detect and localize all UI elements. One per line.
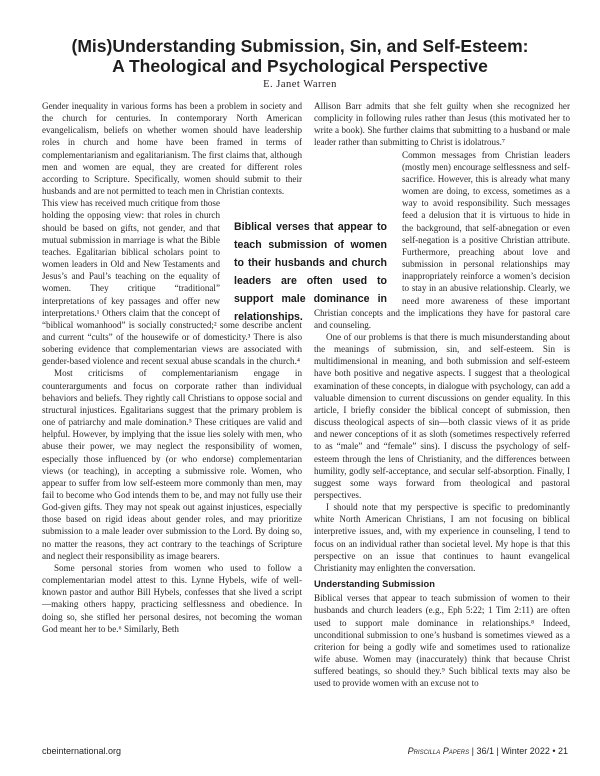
right-column [314, 100, 570, 690]
paragraph: I should note that my perspective is specific to predominantly white North American Christians, I am not focusing on biblical interpretive issues, and, with my experience in counseling, I tend to focus on an individual rather than societal level. My hope is that this perspective on an issue that continues to haunt evangelical Christianity may enlighten the conversation. [314, 502, 570, 573]
article-title-line-1: (Mis)Understanding Submission, Sin, and Self-Esteem: [71, 36, 529, 56]
paragraph: Some personal stories from women who used to follow a complementarian model attest to this. Lynne Hybels, wife of well-known pastor and author Bill Hybels, confesses that she lived a script—making others happy, practicing selflessness and obedience. In doing so, she stifled her personal desires, not becoming the woman God meant her to be.⁶ Similarly, Beth [42, 562, 302, 634]
paragraph: Common messages from Christian leaders (mostly men) encourage selflessness and self-sacrifice. However, this is already what many women are doing, to excess, sometimes as a way to avoid responsibility. Such messages feed a delusion that it is virtuous to hide in the background, that self-abnegation or even self-negation is a positive Christian attribute. Furthermore, preaching about love and submission in personal relationships may inappropriately reinforce a women’s decision to stay in an abusive relationship. Clearly, we need more awareness of these important Christian concepts and the implications they have for pastoral care and counseling. [314, 149, 570, 330]
article-author: E. Janet Warren [263, 79, 337, 90]
paragraph: Allison Barr admits that she felt guilty when she recognized her complicity in following rules rather than Jesus (this motivated her to write a book). She further claims that submitting to a husband or male leader rather than submitting to Christ is idolatrous.⁷ [314, 101, 570, 148]
paragraph: Biblical verses that appear to teach submission of women to their husbands and church leaders (e.g., Eph 5:22; 1 Tim 2:11) are often used to support male dominance in relationships.⁸ Indeed, unconditional submission to one’s husband is sometimes viewed as a criterion for being a godly wife and sometimes used to rationalize wife abuse. Women may (inaccurately) think that because Christ suffered beatings, so should they.⁹ Such biblical texts may also be used to provide women with an excuse not to [314, 593, 570, 689]
left-column [42, 100, 302, 635]
pull-quote: Biblical verses that appear to teach submission of women to their husbands and church leaders are often used to support male dominance in relationships. [234, 221, 387, 323]
paragraph: Gender inequality in various forms has been a problem in society and the church for centuries. In contemporary North American evangelicalism, beliefs on whether women should have leadership roles in church and home have been framed in terms of complementarianism and egalitarianism. The first claims that, although men and women are equal, they are created for different roles according to Scripture. Specifically, women should submit to their husbands and are not permitted to teach men in Christian contexts. [42, 101, 302, 197]
paragraph: One of our problems is that there is much misunderstanding about the meanings of submission, sin, and self-esteem. Sin is multidimensional in meaning, and both submission and self-esteem have both positive and negative aspects. I suggest that a theological examination of these concepts, in dialogue with psychology, can add a valuable dimension to current discussions on gender equality. In this article, I briefly consider the biblical concept of submission, then discuss theological aspects of sin—both classic views of it as pride and newer conceptions of it as sloth (sometimes respectively referred to as “male” and “female” sins). I discuss the psychology of self-esteem through the lens of Christianity, and the differences between humility, godly self-acceptance, and secular self-absorption. Finally, I suggest some ways forward from theological and pastoral perspectives. [314, 331, 570, 500]
paragraph: This view has received much critique from those holding the opposing view: that roles in church should be based on gifts, not gender, and that mutual submission in marriage is what the Bible teaches. Egalitarian biblical scholars point to women leaders in Old and New Testaments and Jesus’s and Paul’s teaching on the equality of women. They critique “traditional” interpretations of key passages and offer new interpretations.¹ Others claim that the concept of “biblical womanhood” is socially constructed;² some describe ancient and current “cults” of the housewife or of domesticity.³ There is also sobering evidence that complementarian views are associated with gender-based violence and recent sexual abuse scandals in the church.⁴ [42, 198, 302, 367]
article-title [0, 36, 600, 76]
paragraph: Most criticisms of complementarianism engage in counterarguments and focus on corporate rather than individual behaviors and beliefs. They rightly call Christians to oppose social and structural injustices. Egalitarians suggest that the primary problem is one of patriarchy and male domination.⁵ These critiques are valid and helpful. However, by implying that the issue lies solely with men, who abuse their power, we may neglect the responsibility of women, especially those influenced by (or who endorse) complementarian views (or teaching), in accepting a submissive role. Women, who appear to suffer from low self-esteem more commonly than men, may fail to become who God intends them to be, and may not fully use their God-given gifts. They may not speak out against injustices, especially those based on rigid ideas about gender roles, and may prioritize submission to a male leader over submission to the Lord. By doing so, no matter the reasons, they act contrary to the teachings of Scripture and neglect their responsibility as image bearers. [42, 368, 302, 561]
footer-issue [408, 746, 568, 756]
section-heading: Understanding Submission [314, 579, 435, 590]
footer-website[interactable]: cbeinternational.org [42, 746, 122, 756]
footer-journal: Priscilla Papers [407, 746, 470, 756]
footer-issue-info: | 36/1 | Winter 2022 • 21 [471, 746, 568, 756]
article-title-line-2: A Theological and Psychological Perspective [112, 56, 488, 76]
